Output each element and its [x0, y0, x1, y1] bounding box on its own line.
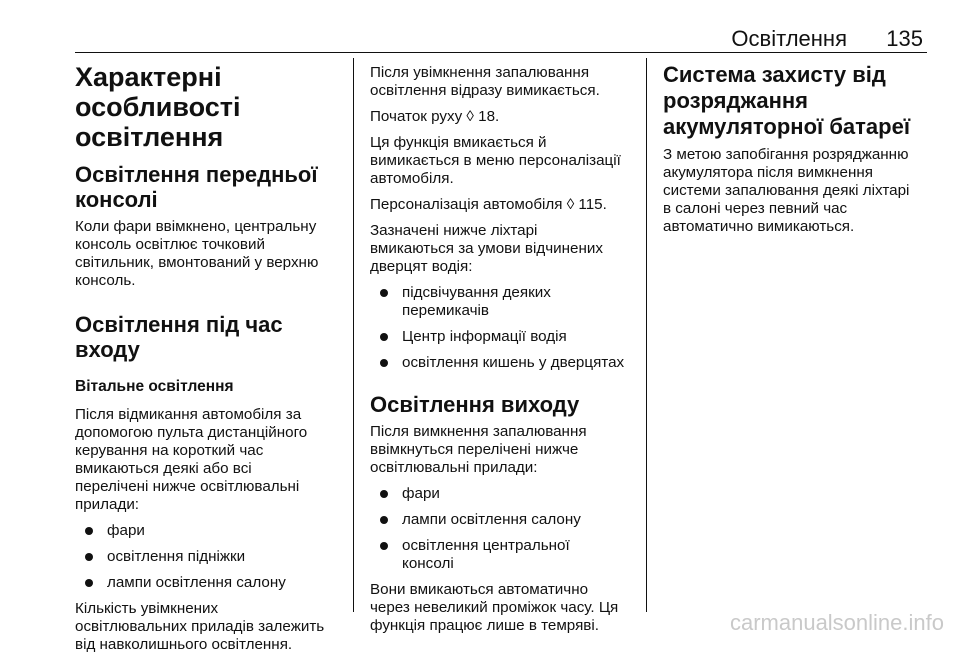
- function-menu-text: Ця функція вмикається й вимикається в меню персоналізації автомобіля.: [370, 134, 621, 187]
- column-divider-1: [353, 58, 354, 612]
- exit-lighting-heading: Освітлення виходу: [370, 392, 580, 417]
- entry-lighting-heading: Освітлення під час входу: [75, 312, 283, 362]
- bullet-icon: [380, 359, 388, 367]
- door-lights-text: Зазначені нижче ліхтарі вмикаються за умови відчинених дверцят водія:: [370, 222, 603, 275]
- list-item: підсвічування деяких перемикачів: [370, 284, 640, 320]
- welcome-lighting-text: Після відмикання автомобіля за допомогою пульта дистанційного керування на короткий час вмикаються деякі або всі перелічені нижче освітлювальні прилади:: [75, 406, 308, 513]
- column-1: [75, 62, 345, 662]
- list-item: освітлення кишень у дверцятах: [370, 354, 640, 372]
- front-console-heading: Освітлення передньої консолі: [75, 162, 318, 212]
- welcome-lighting-list: [75, 522, 345, 592]
- page-number: 135: [886, 26, 923, 51]
- column-divider-2: [646, 58, 647, 612]
- bullet-icon: [380, 333, 388, 341]
- list-item: фари: [75, 522, 345, 540]
- auto-off-text: Вони вмикаються автоматично через невеликий проміжок часу. Ця функція працює лише в темряві.: [370, 581, 619, 634]
- bullet-icon: [380, 542, 388, 550]
- header-rule: [75, 52, 927, 53]
- section-name: Освітлення: [731, 26, 847, 51]
- front-console-text: Коли фари ввімкнено, центральну консоль освітлює точковий світильник, вмонтований у верхню консоль.: [75, 218, 319, 289]
- welcome-lighting-heading: Вітальне освітлення: [75, 378, 234, 395]
- list-item: освітлення центральної консолі: [370, 537, 640, 573]
- lights-count-text: Кількість увімкнених освітлювальних приладів залежить від навколишнього освітлення.: [75, 600, 325, 653]
- column-2: [370, 64, 640, 643]
- battery-protection-text: З метою запобігання розряджанню акумулятора після вимкнення системи запалювання деякі ліхтарі в салоні через певний час автоматично вимикаються.: [663, 146, 910, 235]
- battery-protection-heading: Система захисту від розряджання акумуляторної батареї: [663, 62, 911, 139]
- list-item: фари: [370, 485, 640, 503]
- start-driving-ref: Початок руху ◊ 18.: [370, 108, 500, 125]
- watermark: carmanualsonline.info: [729, 610, 944, 635]
- page-header: [75, 24, 927, 54]
- ignition-text: Після увімкнення запалювання освітлення відразу вимикається.: [370, 64, 600, 99]
- bullet-icon: [380, 490, 388, 498]
- exit-lighting-list: [370, 485, 640, 573]
- bullet-icon: [380, 289, 388, 297]
- list-item: Центр інформації водія: [370, 328, 640, 346]
- page-title: Характерні особливості освітлення: [75, 62, 241, 152]
- bullet-icon: [85, 527, 93, 535]
- exit-lighting-text: Після вимкнення запалювання ввімкнуться перелічені нижче освітлювальні прилади:: [370, 423, 587, 476]
- bullet-icon: [85, 553, 93, 561]
- bullet-icon: [85, 579, 93, 587]
- personalization-ref: Персоналізація автомобіля ◊ 115.: [370, 196, 607, 213]
- list-item: лампи освітлення салону: [75, 574, 345, 592]
- list-item: лампи освітлення салону: [370, 511, 640, 529]
- column-3: [663, 62, 933, 244]
- door-lights-list: [370, 284, 640, 372]
- bullet-icon: [380, 516, 388, 524]
- list-item: освітлення підніжки: [75, 548, 345, 566]
